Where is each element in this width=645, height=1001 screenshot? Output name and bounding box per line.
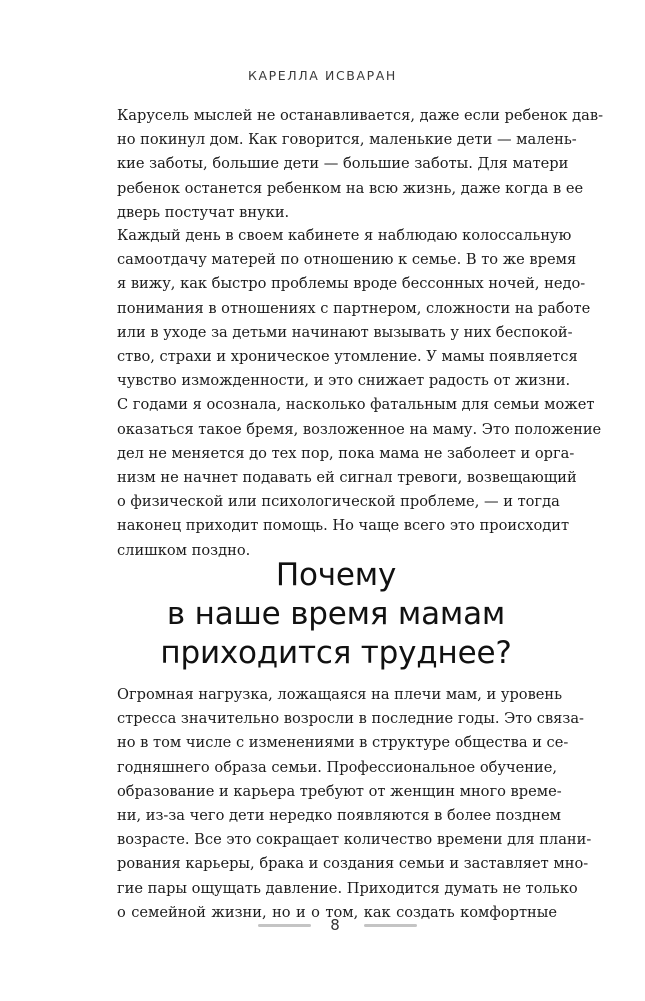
heading-line: Почему xyxy=(275,557,397,593)
paragraph-line: Огромная нагрузка, ложащаяся на плечи мам, и уровень xyxy=(117,686,563,703)
paragraph-line: самоотдачу матерей по отношению к семье. В то же время xyxy=(117,251,577,269)
paragraph-line: возрасте. Все это сокращает количество времени для плани- xyxy=(117,831,592,849)
paragraph-line: стресса значительно возросли в последние годы. Это связа- xyxy=(117,710,584,728)
paragraph-line: С годами я осознала, насколько фатальным для семьи может xyxy=(117,396,595,414)
paragraph-line: или в уходе за детьми начинают вызывать у них беспокой- xyxy=(117,323,573,341)
paragraph-line: низм не начнет подавать ей сигнал тревоги, возвещающий xyxy=(117,469,577,487)
paragraph-line: годняшнего образа семьи. Профессиональное обучение, xyxy=(117,758,557,776)
page-footer xyxy=(0,913,645,937)
paragraph-line: ство, страхи и хроническое утомление. У мамы появляется xyxy=(117,348,578,366)
running-header: КАРЕЛЛА ИСВАРАН xyxy=(248,68,397,83)
paragraph-line: кие заботы, большие дети — большие заботы. Для матери xyxy=(117,155,569,173)
paragraph-observation xyxy=(117,224,602,563)
paragraph-line: но покинул дом. Как говорится, маленькие дети — малень- xyxy=(117,131,577,149)
heading-line: приходится труднее? xyxy=(160,635,512,671)
paragraph-line: Карусель мыслей не останавливается, даже если ребенок дав- xyxy=(117,107,604,124)
paragraph-line: но в том числе с изменениями в структуре общества и се- xyxy=(117,734,569,752)
section-heading xyxy=(0,556,645,673)
paragraph-line: наконец приходит помощь. Но чаще всего это происходит xyxy=(117,517,570,535)
paragraph-line: о физической или психологической проблеме, — и тогда xyxy=(117,493,560,511)
paragraph-line: образование и карьера требуют от женщин много време- xyxy=(117,782,562,800)
paragraph-line: слишком поздно. xyxy=(117,541,251,559)
paragraph-line: о семейной жизни, но и о том, как создать комфортные xyxy=(117,903,557,921)
paragraph-line: рования карьеры, брака и создания семьи и заставляет мно- xyxy=(117,855,589,873)
paragraph-workload xyxy=(117,683,592,925)
footer-rule-left xyxy=(258,924,311,927)
paragraph-line: ребенок останется ребенком на всю жизнь, даже когда в ее xyxy=(117,179,584,197)
paragraph-line: дел не меняется до тех пор, пока мама не заболеет и орга- xyxy=(117,444,575,462)
paragraph-line: я вижу, как быстро проблемы вроде бессонных ночей, недо- xyxy=(117,275,586,293)
heading-line: в наше время мамам xyxy=(166,596,506,632)
paragraph-line: ни, из-за чего дети нередко появляются в более позднем xyxy=(117,807,561,825)
paragraph-intro xyxy=(117,104,604,225)
paragraph-line: чувство изможденности, и это снижает радость от жизни. xyxy=(117,372,571,390)
paragraph-line: Каждый день в своем кабинете я наблюдаю колоссальную xyxy=(117,227,572,244)
paragraph-line: понимания в отношениях с партнером, сложности на работе xyxy=(117,299,591,317)
footer-rule-right xyxy=(364,924,417,927)
paragraph-line: дверь постучат внуки. xyxy=(117,203,290,221)
page-number: 8 xyxy=(330,916,340,934)
paragraph-line: оказаться такое бремя, возложенное на маму. Это положение xyxy=(117,420,602,438)
paragraph-line: гие пары ощущать давление. Приходится думать не только xyxy=(117,879,578,897)
